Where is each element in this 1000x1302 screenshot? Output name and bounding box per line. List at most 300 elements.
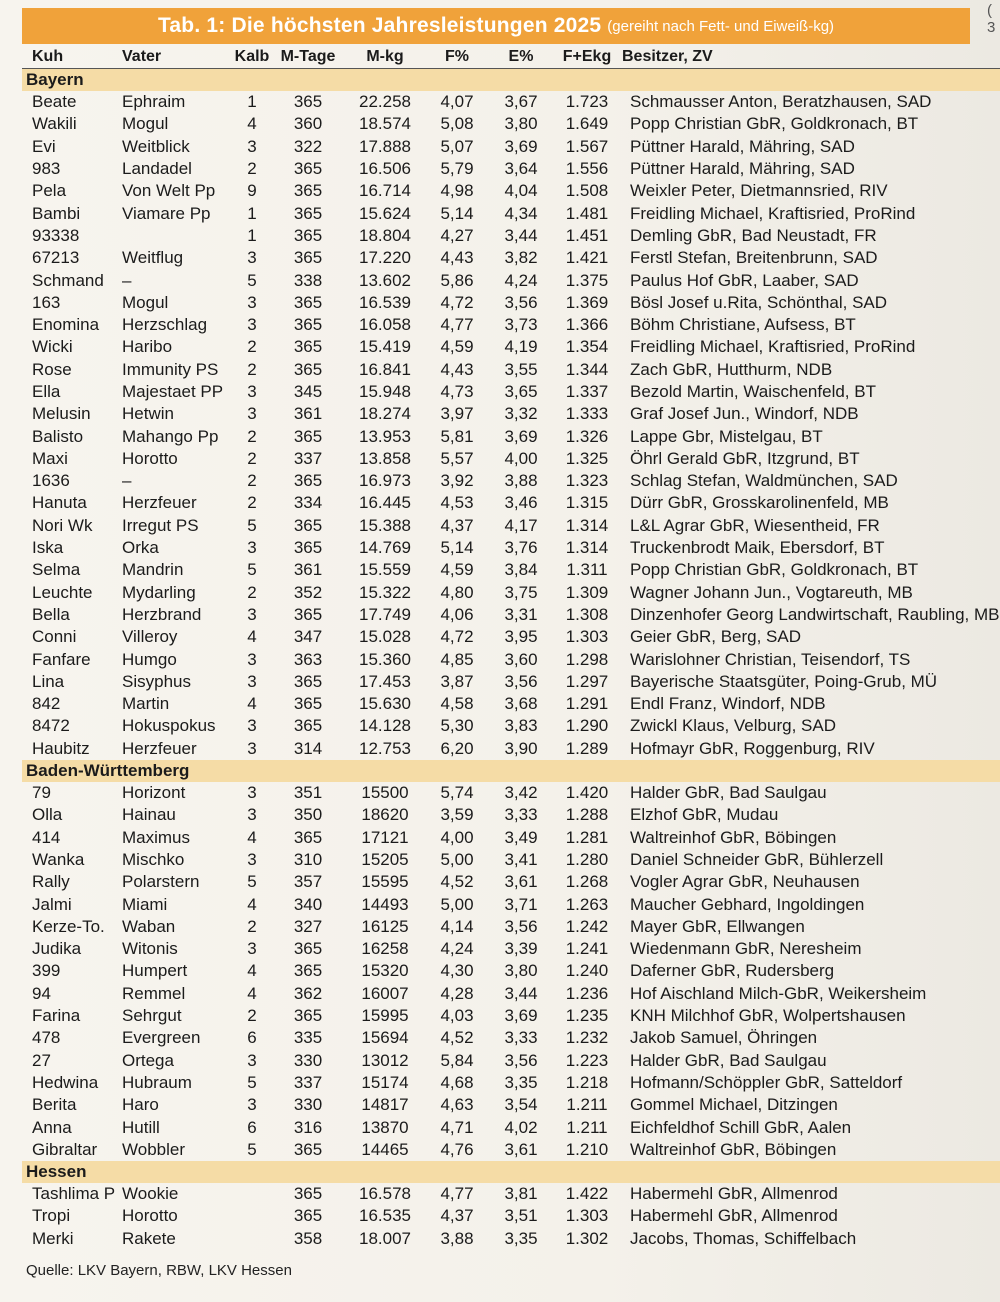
cell-besitzer: Wiedenmann GbR, Neresheim xyxy=(630,939,862,959)
cell-f-plus-e-kg: 1.236 xyxy=(565,983,609,1003)
cell-besitzer: Püttner Harald, Mähring, SAD xyxy=(630,159,855,179)
table-row xyxy=(22,1183,1000,1205)
cell-vater: Haribo xyxy=(122,337,173,357)
cell-m-tage: 365 xyxy=(293,716,323,736)
cell-m-kg: 15595 xyxy=(361,872,409,892)
table-row xyxy=(22,448,1000,470)
cell-vater: Mydarling xyxy=(122,582,196,602)
cell-fett-percent: 4,30 xyxy=(440,961,474,981)
table-row xyxy=(22,738,1000,760)
cell-m-tage: 365 xyxy=(293,1139,323,1159)
cell-fett-percent: 4,52 xyxy=(440,1028,474,1048)
cell-besitzer: Gommel Michael, Ditzingen xyxy=(630,1095,838,1115)
cell-besitzer: Hofmayr GbR, Roggenburg, RIV xyxy=(630,738,875,758)
table-row xyxy=(22,715,1000,737)
cell-eiweiss-percent: 3,95 xyxy=(504,627,538,647)
cell-vater: Hutill xyxy=(122,1117,160,1137)
cell-m-kg: 16007 xyxy=(361,983,409,1003)
cell-m-kg: 17.220 xyxy=(359,248,411,268)
cell-kalb: 3 xyxy=(247,1095,257,1115)
cell-vater: Wobbler xyxy=(122,1139,185,1159)
table-row xyxy=(22,381,1000,403)
cell-vater: Orka xyxy=(122,538,159,558)
cell-eiweiss-percent: 3,83 xyxy=(504,716,538,736)
cell-eiweiss-percent: 3,55 xyxy=(504,359,538,379)
cell-eiweiss-percent: 3,80 xyxy=(504,114,538,134)
cell-f-plus-e-kg: 1.288 xyxy=(565,805,609,825)
cell-vater: Immunity PS xyxy=(122,359,219,379)
table-row xyxy=(22,693,1000,715)
table-row xyxy=(22,849,1000,871)
cell-eiweiss-percent: 4,00 xyxy=(504,448,538,468)
cell-m-tage: 358 xyxy=(293,1228,323,1248)
cell-eiweiss-percent: 3,67 xyxy=(504,92,538,112)
cell-m-tage: 365 xyxy=(293,827,323,847)
cell-f-plus-e-kg: 1.314 xyxy=(565,515,609,535)
cell-kalb: 4 xyxy=(247,961,257,981)
table-row xyxy=(22,893,1000,915)
cell-eiweiss-percent: 3,61 xyxy=(504,1139,538,1159)
cell-kalb: 6 xyxy=(247,1117,257,1137)
cell-m-kg: 15.322 xyxy=(359,582,411,602)
cell-m-tage: 362 xyxy=(293,983,323,1003)
header-f-plus-e-kg: F+Ekg xyxy=(554,46,620,69)
cell-m-kg: 16.578 xyxy=(359,1184,411,1204)
cell-f-plus-e-kg: 1.420 xyxy=(565,783,609,803)
cell-besitzer: Bezold Martin, Waischenfeld, BT xyxy=(630,382,876,401)
cell-kuh: Judika xyxy=(32,939,82,959)
cell-kalb: 3 xyxy=(247,604,257,624)
cell-m-tage: 365 xyxy=(293,939,323,959)
table-title-bar xyxy=(22,8,970,44)
table-row xyxy=(22,314,1000,336)
cell-eiweiss-percent: 3,31 xyxy=(504,604,538,624)
cell-m-kg: 15.028 xyxy=(359,627,411,647)
cell-fett-percent: 3,97 xyxy=(440,404,474,424)
table-row xyxy=(22,1139,1000,1161)
cell-m-tage: 363 xyxy=(293,649,323,669)
cell-fett-percent: 5,81 xyxy=(440,426,474,446)
cell-f-plus-e-kg: 1.723 xyxy=(565,92,609,112)
cell-f-plus-e-kg: 1.309 xyxy=(565,582,609,602)
cell-besitzer: Daniel Schneider GbR, Bühlerzell xyxy=(630,849,884,869)
cell-besitzer: Weixler Peter, Dietmannsried, RIV xyxy=(630,181,888,201)
cell-kalb: 3 xyxy=(247,538,257,558)
cell-kalb: 2 xyxy=(247,426,257,446)
cell-eiweiss-percent: 3,75 xyxy=(504,582,538,602)
cell-besitzer: Vogler Agrar GbR, Neuhausen xyxy=(630,872,860,892)
cell-vater: Herzschlag xyxy=(122,315,208,335)
table-row xyxy=(22,158,1000,180)
cell-f-plus-e-kg: 1.314 xyxy=(565,538,609,558)
cell-m-tage: 365 xyxy=(293,359,323,379)
table-row xyxy=(22,804,1000,826)
cell-kuh: 94 xyxy=(32,983,51,1003)
cell-vater: Horizont xyxy=(122,783,186,803)
cell-besitzer: Böhm Christiane, Aufsess, BT xyxy=(630,315,856,335)
table-row xyxy=(22,359,1000,381)
cell-eiweiss-percent: 3,73 xyxy=(504,315,538,335)
cell-eiweiss-percent: 4,04 xyxy=(504,181,538,201)
table-row xyxy=(22,247,1000,269)
table-row xyxy=(22,648,1000,670)
cell-kalb: 3 xyxy=(247,404,257,424)
cell-m-tage: 360 xyxy=(293,114,323,134)
cell-kalb: 1 xyxy=(247,225,257,245)
cell-m-kg: 13.953 xyxy=(359,426,411,446)
cell-m-tage: 365 xyxy=(293,471,323,491)
cell-m-tage: 365 xyxy=(293,315,323,335)
table-row xyxy=(22,180,1000,202)
cell-kalb: 4 xyxy=(247,983,257,1003)
cell-kuh: 93338 xyxy=(32,225,80,245)
cell-kuh: Beate xyxy=(32,92,77,112)
cell-m-kg: 14465 xyxy=(361,1139,409,1159)
cell-m-tage: 365 xyxy=(293,604,323,624)
cell-fett-percent: 3,88 xyxy=(440,1228,474,1248)
cell-vater: Viamare Pp xyxy=(122,203,211,223)
cell-eiweiss-percent: 3,80 xyxy=(504,961,538,981)
cell-kalb: 5 xyxy=(247,560,257,580)
cell-fett-percent: 4,71 xyxy=(440,1117,474,1137)
cell-vater: Herzbrand xyxy=(122,604,202,624)
cell-m-kg: 13870 xyxy=(361,1117,409,1137)
cell-kalb: 4 xyxy=(247,827,257,847)
cell-f-plus-e-kg: 1.290 xyxy=(565,716,609,736)
table-title: Tab. 1: Die höchsten Jahresleistungen 2025 xyxy=(157,14,602,37)
cell-vater: Herzfeuer xyxy=(122,738,197,758)
cell-vater: Evergreen xyxy=(122,1028,201,1048)
cell-m-kg: 12.753 xyxy=(359,738,411,758)
cell-m-kg: 15.360 xyxy=(359,649,411,669)
region-name: Bayern xyxy=(22,69,1000,92)
cell-f-plus-e-kg: 1.268 xyxy=(565,872,609,892)
cell-fett-percent: 4,73 xyxy=(440,382,474,401)
cell-kalb: 2 xyxy=(247,1006,257,1026)
cell-m-kg: 17.749 xyxy=(359,604,411,624)
cell-fett-percent: 5,74 xyxy=(440,783,474,803)
table-row xyxy=(22,827,1000,849)
cell-eiweiss-percent: 3,46 xyxy=(504,493,538,513)
header-m-kg: M-kg xyxy=(344,46,426,69)
cell-m-kg: 18.007 xyxy=(359,1228,411,1248)
results-table-wrap xyxy=(22,46,1000,1250)
cell-f-plus-e-kg: 1.325 xyxy=(565,448,609,468)
cell-fett-percent: 5,00 xyxy=(440,849,474,869)
table-row xyxy=(22,425,1000,447)
cell-fett-percent: 4,80 xyxy=(440,582,474,602)
region-name: Hessen xyxy=(22,1161,1000,1183)
cell-besitzer: Popp Christian GbR, Goldkronach, BT xyxy=(630,560,919,580)
cell-m-kg: 22.258 xyxy=(359,92,411,112)
cell-besitzer: Maucher Gebhard, Ingoldingen xyxy=(630,894,865,914)
cell-besitzer: Ferstl Stefan, Breitenbrunn, SAD xyxy=(630,248,878,268)
cell-m-tage: 335 xyxy=(293,1028,323,1048)
cell-kuh: Pela xyxy=(32,181,67,201)
cell-kuh: Selma xyxy=(32,560,81,580)
cell-besitzer: KNH Milchhof GbR, Wolpertshausen xyxy=(630,1006,906,1026)
cell-kuh: Conni xyxy=(32,627,77,647)
cell-m-tage: 357 xyxy=(293,872,323,892)
cell-m-tage: 365 xyxy=(293,248,323,268)
cell-vater: Von Welt Pp xyxy=(122,181,216,201)
cell-fett-percent: 4,37 xyxy=(440,1206,474,1226)
cell-fett-percent: 4,98 xyxy=(440,181,474,201)
cell-fett-percent: 4,52 xyxy=(440,872,474,892)
cell-f-plus-e-kg: 1.366 xyxy=(565,315,609,335)
cell-eiweiss-percent: 3,54 xyxy=(504,1095,538,1115)
cell-vater: Hokuspokus xyxy=(122,716,216,736)
cell-fett-percent: 4,24 xyxy=(440,939,474,959)
cell-kuh: Evi xyxy=(32,136,56,156)
cell-vater: Horotto xyxy=(122,1206,178,1226)
cell-besitzer: Hof Aischland Milch-GbR, Weikersheim xyxy=(630,983,927,1003)
cell-f-plus-e-kg: 1.315 xyxy=(565,493,609,513)
cell-vater: Sehrgut xyxy=(122,1006,182,1026)
cell-m-kg: 17121 xyxy=(361,827,409,847)
cell-besitzer: Freidling Michael, Kraftisried, ProRind xyxy=(630,203,916,223)
header-eiweiss-percent: E% xyxy=(488,46,554,69)
cell-eiweiss-percent: 3,51 xyxy=(504,1206,538,1226)
cell-f-plus-e-kg: 1.263 xyxy=(565,894,609,914)
table-row xyxy=(22,537,1000,559)
table-row xyxy=(22,604,1000,626)
cell-kuh: 27 xyxy=(32,1050,51,1070)
cell-m-tage: 340 xyxy=(293,894,323,914)
cell-vater: – xyxy=(122,471,132,491)
cell-m-tage: 365 xyxy=(293,92,323,112)
cell-fett-percent: 4,43 xyxy=(440,359,474,379)
cell-eiweiss-percent: 3,49 xyxy=(504,827,538,847)
cell-m-tage: 337 xyxy=(293,448,323,468)
cell-kuh: 79 xyxy=(32,783,51,803)
cell-vater: Polarstern xyxy=(122,872,200,892)
cell-eiweiss-percent: 4,02 xyxy=(504,1117,538,1137)
cell-besitzer: Jacobs, Thomas, Schiffelbach xyxy=(630,1228,857,1248)
cell-m-kg: 15.388 xyxy=(359,515,411,535)
cell-f-plus-e-kg: 1.240 xyxy=(565,961,609,981)
cell-m-tage: 365 xyxy=(293,694,323,714)
cell-m-kg: 15500 xyxy=(361,783,409,803)
cell-vater: Mahango Pp xyxy=(122,426,219,446)
cell-fett-percent: 4,53 xyxy=(440,493,474,513)
cell-kuh: Wakili xyxy=(32,114,77,134)
cell-besitzer: Graf Josef Jun., Windorf, NDB xyxy=(630,404,859,424)
cell-f-plus-e-kg: 1.235 xyxy=(565,1006,609,1026)
cell-m-kg: 16258 xyxy=(361,939,409,959)
table-row xyxy=(22,515,1000,537)
table-row xyxy=(22,136,1000,158)
cell-f-plus-e-kg: 1.242 xyxy=(565,916,609,936)
cell-vater: Witonis xyxy=(122,939,178,959)
cell-vater: Humgo xyxy=(122,649,177,669)
cell-f-plus-e-kg: 1.481 xyxy=(565,203,609,223)
table-row xyxy=(22,225,1000,247)
cell-f-plus-e-kg: 1.280 xyxy=(565,849,609,869)
cell-vater: Weitflug xyxy=(122,248,184,268)
cell-besitzer: Schmausser Anton, Beratzhausen, SAD xyxy=(630,92,932,112)
cell-kuh: Farina xyxy=(32,1006,81,1026)
cell-kalb: 5 xyxy=(247,872,257,892)
cell-eiweiss-percent: 3,82 xyxy=(504,248,538,268)
cell-eiweiss-percent: 3,56 xyxy=(504,916,538,936)
header-vater: Vater xyxy=(122,46,232,69)
cell-kuh: Rally xyxy=(32,872,70,892)
cell-m-kg: 16.539 xyxy=(359,292,411,312)
cell-fett-percent: 4,43 xyxy=(440,248,474,268)
cell-besitzer: Popp Christian GbR, Goldkronach, BT xyxy=(630,114,919,134)
cell-m-tage: 352 xyxy=(293,582,323,602)
cell-f-plus-e-kg: 1.302 xyxy=(565,1228,609,1248)
cell-kuh: 1636 xyxy=(32,471,70,491)
cell-vater: Maximus xyxy=(122,827,191,847)
region-header-row xyxy=(22,69,1000,92)
cell-fett-percent: 4,77 xyxy=(440,1184,474,1204)
cell-m-tage: 314 xyxy=(293,738,323,758)
table-row xyxy=(22,336,1000,358)
cell-kuh: 478 xyxy=(32,1028,61,1048)
cell-kuh: Bella xyxy=(32,604,70,624)
cell-eiweiss-percent: 3,33 xyxy=(504,805,538,825)
cell-kuh: Tropi xyxy=(32,1206,71,1226)
results-table xyxy=(22,46,1000,1250)
cell-besitzer: Elzhof GbR, Mudau xyxy=(630,805,779,825)
cell-m-kg: 13.858 xyxy=(359,448,411,468)
table-row xyxy=(22,1116,1000,1138)
cell-besitzer: Waltreinhof GbR, Böbingen xyxy=(630,1139,837,1159)
cell-kuh: Jalmi xyxy=(32,894,72,914)
cell-besitzer: Daferner GbR, Rudersberg xyxy=(630,961,835,981)
cell-f-plus-e-kg: 1.649 xyxy=(565,114,609,134)
cell-f-plus-e-kg: 1.291 xyxy=(565,694,609,714)
cell-kalb: 2 xyxy=(247,159,257,179)
cell-eiweiss-percent: 3,71 xyxy=(504,894,538,914)
cell-f-plus-e-kg: 1.354 xyxy=(565,337,609,357)
cell-vater: Hetwin xyxy=(122,404,174,424)
cell-kuh: Leuchte xyxy=(32,582,93,602)
cell-f-plus-e-kg: 1.333 xyxy=(565,404,609,424)
cell-besitzer: Jakob Samuel, Öhringen xyxy=(630,1028,818,1048)
cell-fett-percent: 4,03 xyxy=(440,1006,474,1026)
cell-vater: Horotto xyxy=(122,448,178,468)
cell-m-kg: 15174 xyxy=(361,1072,409,1092)
cell-vater: Miami xyxy=(122,894,168,914)
cell-m-tage: 351 xyxy=(293,783,323,803)
cell-fett-percent: 4,59 xyxy=(440,337,474,357)
cell-besitzer: Bayerische Staatsgüter, Poing-Grub, MÜ xyxy=(630,671,938,691)
cell-kuh: Enomina xyxy=(32,315,100,335)
cell-fett-percent: 4,28 xyxy=(440,983,474,1003)
cell-m-kg: 16.506 xyxy=(359,159,411,179)
cell-vater: Majestaet PP xyxy=(122,382,224,401)
cell-m-kg: 15320 xyxy=(361,961,409,981)
region-header-row xyxy=(22,760,1000,782)
cell-besitzer: Truckenbrodt Maik, Ebersdorf, BT xyxy=(630,538,885,558)
cell-vater: Remmel xyxy=(122,983,186,1003)
cell-kalb: 1 xyxy=(247,203,257,223)
cell-m-tage: 327 xyxy=(293,916,323,936)
cell-m-kg: 14.128 xyxy=(359,716,411,736)
cell-eiweiss-percent: 3,76 xyxy=(504,538,538,558)
cell-besitzer: Halder GbR, Bad Saulgau xyxy=(630,1050,827,1070)
cell-kuh: Merki xyxy=(32,1228,74,1248)
cell-f-plus-e-kg: 1.451 xyxy=(565,225,609,245)
cell-vater: Hainau xyxy=(122,805,176,825)
cell-m-tage: 365 xyxy=(293,515,323,535)
table-row xyxy=(22,626,1000,648)
cell-m-kg: 16.841 xyxy=(359,359,411,379)
cell-fett-percent: 5,14 xyxy=(440,538,474,558)
cell-eiweiss-percent: 4,24 xyxy=(504,270,538,290)
cell-kuh: Tashlima P xyxy=(32,1184,116,1204)
cell-besitzer: Hofmann/Schöppler GbR, Satteldorf xyxy=(630,1072,903,1092)
cell-f-plus-e-kg: 1.337 xyxy=(565,382,609,401)
cell-m-kg: 14.769 xyxy=(359,538,411,558)
cell-fett-percent: 4,58 xyxy=(440,694,474,714)
header-kalb: Kalb xyxy=(232,46,272,69)
cell-vater: Wookie xyxy=(122,1184,179,1204)
cell-kuh: Olla xyxy=(32,805,63,825)
cell-eiweiss-percent: 3,44 xyxy=(504,983,538,1003)
cell-fett-percent: 5,00 xyxy=(440,894,474,914)
cell-m-kg: 17.888 xyxy=(359,136,411,156)
cell-f-plus-e-kg: 1.232 xyxy=(565,1028,609,1048)
table-row xyxy=(22,871,1000,893)
cell-m-kg: 16.714 xyxy=(359,181,411,201)
cell-f-plus-e-kg: 1.344 xyxy=(565,359,609,379)
cell-fett-percent: 4,72 xyxy=(440,627,474,647)
cell-f-plus-e-kg: 1.218 xyxy=(565,1072,609,1092)
cell-kalb: 4 xyxy=(247,627,257,647)
cell-kalb: 2 xyxy=(247,337,257,357)
cell-kuh: 399 xyxy=(32,961,61,981)
cell-eiweiss-percent: 4,34 xyxy=(504,203,538,223)
cell-m-tage: 365 xyxy=(293,1184,323,1204)
cell-eiweiss-percent: 3,44 xyxy=(504,225,538,245)
cell-besitzer: Schlag Stefan, Waldmünchen, SAD xyxy=(630,471,898,491)
cell-eiweiss-percent: 3,56 xyxy=(504,292,538,312)
cell-m-kg: 18.574 xyxy=(359,114,411,134)
cell-vater: Mogul xyxy=(122,292,169,312)
cell-kuh: Melusin xyxy=(32,404,91,424)
cell-kalb: 5 xyxy=(247,515,257,535)
cell-kalb: 5 xyxy=(247,1139,257,1159)
cell-f-plus-e-kg: 1.210 xyxy=(565,1139,609,1159)
cell-besitzer: Dürr GbR, Grosskarolinenfeld, MB xyxy=(630,493,889,513)
cell-m-tage: 330 xyxy=(293,1050,323,1070)
table-row xyxy=(22,1072,1000,1094)
cell-fett-percent: 4,68 xyxy=(440,1072,474,1092)
cell-m-tage: 365 xyxy=(293,337,323,357)
cell-m-tage: 310 xyxy=(293,849,323,869)
cell-kalb: 3 xyxy=(247,849,257,869)
cell-fett-percent: 5,79 xyxy=(440,159,474,179)
cell-eiweiss-percent: 3,33 xyxy=(504,1028,538,1048)
cell-besitzer: Dinzenhofer Georg Landwirtschaft, Raubling, MB xyxy=(630,604,1000,624)
cell-m-tage: 361 xyxy=(293,404,323,424)
table-row xyxy=(22,269,1000,291)
cell-besitzer: Eichfeldhof Schill GbR, Aalen xyxy=(630,1117,852,1137)
cell-f-plus-e-kg: 1.375 xyxy=(565,270,609,290)
cell-m-tage: 350 xyxy=(293,805,323,825)
cell-vater: Haro xyxy=(122,1095,159,1115)
cell-kalb: 2 xyxy=(247,493,257,513)
cell-kalb xyxy=(232,1183,272,1205)
cell-fett-percent: 4,37 xyxy=(440,515,474,535)
cell-m-kg: 18.804 xyxy=(359,225,411,245)
cell-eiweiss-percent: 4,17 xyxy=(504,515,538,535)
table-row xyxy=(22,403,1000,425)
